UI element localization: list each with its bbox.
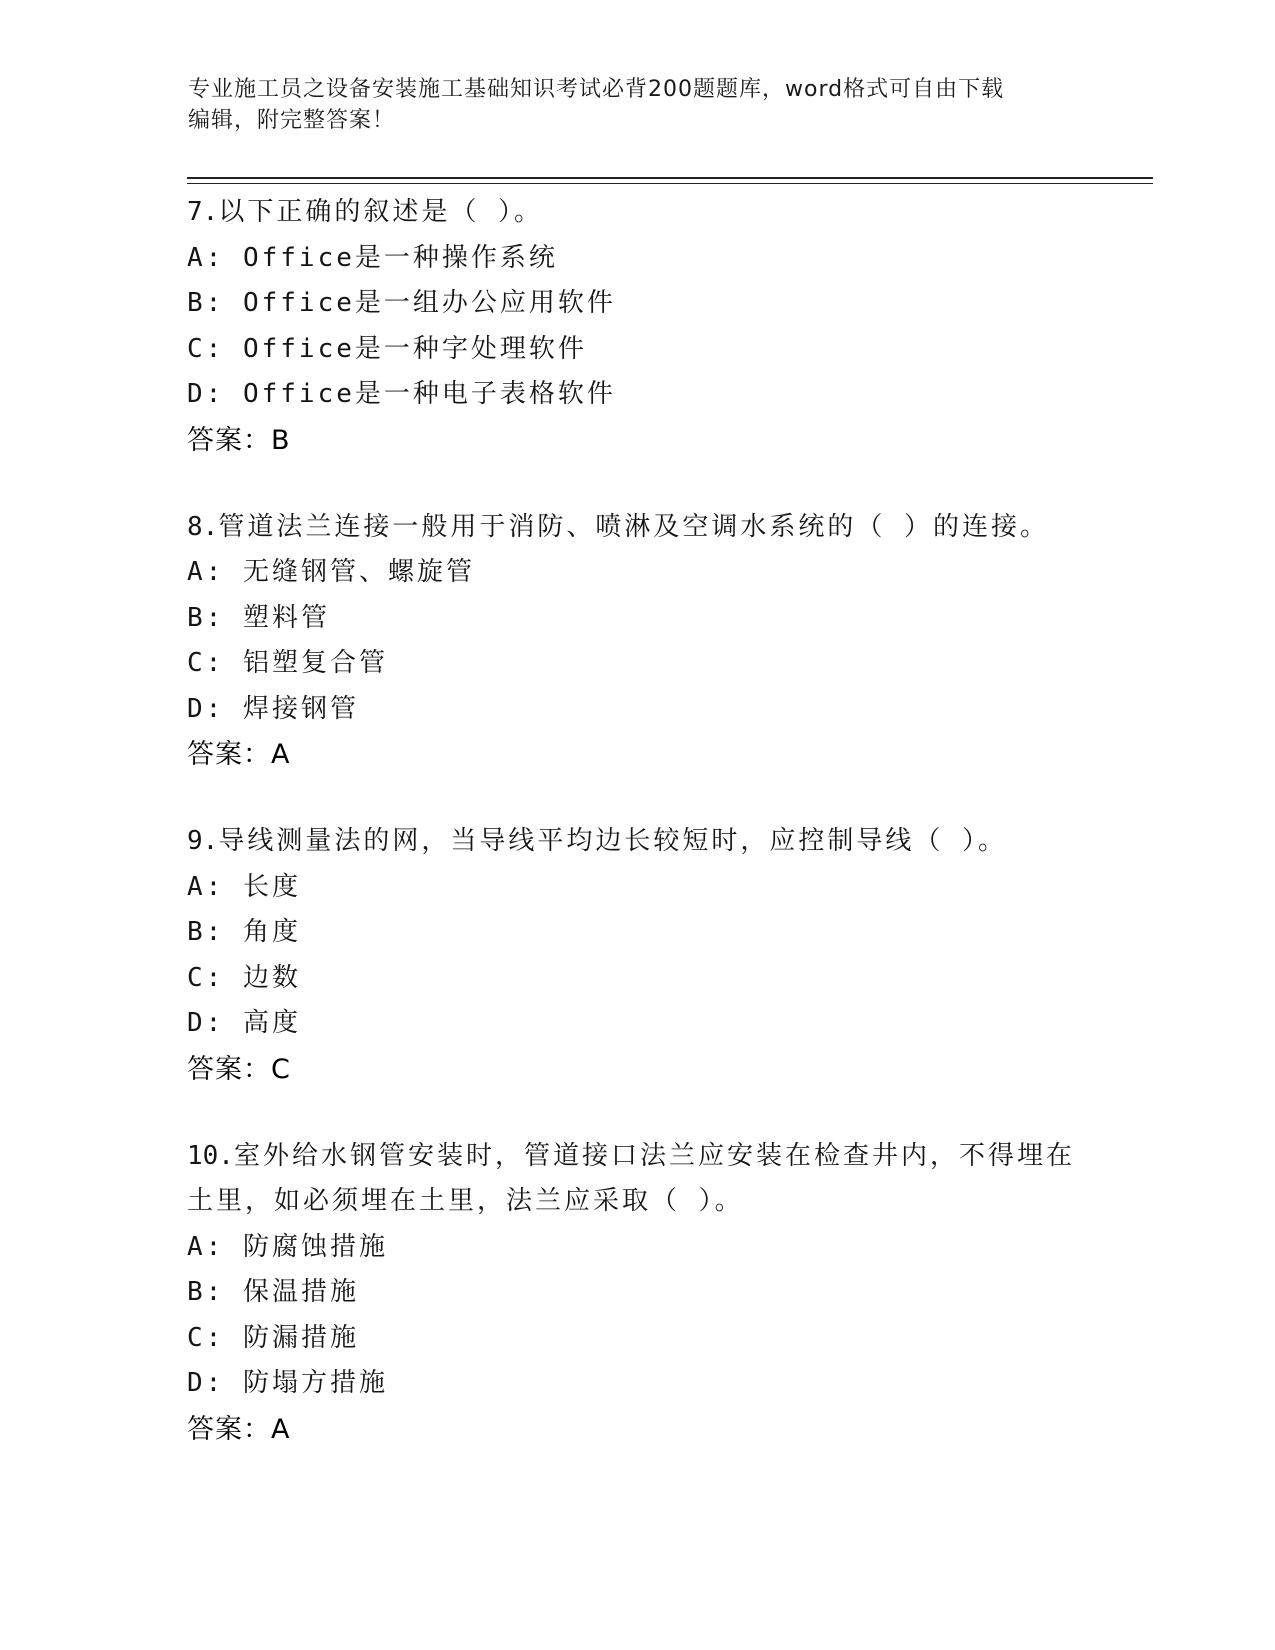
answer-label: 答案：A — [187, 1413, 291, 1445]
option-c: C: Office是一种字处理软件 — [187, 333, 587, 364]
option-b: B: 角度 — [187, 917, 301, 947]
header-line-2: 编辑，附完整答案！ — [188, 108, 396, 133]
question-stem — [187, 505, 1087, 551]
header-line-1: 专业施工员之设备安装施工基础知识考试必背200题题库，word格式可自由下载 — [188, 77, 1005, 102]
option-b: B: 保温措施 — [187, 1277, 359, 1307]
question-10 — [187, 1134, 1087, 1453]
option-a: A: 无缝钢管、螺旋管 — [187, 557, 475, 587]
question-stem — [187, 190, 1087, 236]
question-number: 7. — [187, 197, 219, 227]
option-b: B: Office是一组办公应用软件 — [187, 288, 616, 318]
option-a: A: 防腐蚀措施 — [187, 1231, 388, 1262]
question-text: 导线测量法的网，当导线平均边长较短时，应控制导线（ ）。 — [218, 826, 1007, 856]
option-d: D: 防塌方措施 — [187, 1368, 388, 1398]
option-a: A: 长度 — [187, 871, 301, 902]
question-text-line-1: 室外给水钢管安装时，管道接口法兰应安装在检查井内，不得埋在 — [233, 1140, 1075, 1171]
header-divider-thick — [187, 177, 1153, 179]
option-d: D: 高度 — [187, 1008, 301, 1038]
question-number: 9. — [187, 826, 219, 856]
question-text: 管道法兰连接一般用于消防、喷淋及空调水系统的（ ）的连接。 — [218, 511, 1049, 542]
question-9 — [187, 819, 1087, 1093]
option-d: D: Office是一种电子表格软件 — [187, 379, 616, 409]
question-text-line-2: 土里，如必须埋在土里，法兰应采取（ ）。 — [187, 1186, 744, 1216]
option-b: B: 塑料管 — [187, 602, 330, 633]
question-number: 8. — [187, 511, 219, 542]
answer-label: 答案：B — [187, 424, 291, 456]
option-c: C: 铝塑复合管 — [187, 648, 388, 678]
option-a: A: Office是一种操作系统 — [187, 242, 558, 273]
option-d: D: 焊接钢管 — [187, 693, 359, 724]
answer-label: 答案：A — [187, 739, 291, 770]
question-stem — [187, 819, 1087, 865]
question-list — [187, 190, 1087, 1494]
question-8 — [187, 505, 1087, 779]
document-header — [188, 74, 1088, 136]
question-text: 以下正确的叙述是（ ）。 — [218, 197, 543, 227]
answer-label: 答案：C — [187, 1053, 291, 1085]
header-divider-thin — [187, 183, 1153, 184]
option-c: C: 防漏措施 — [187, 1322, 359, 1353]
option-c: C: 边数 — [187, 962, 301, 993]
question-7 — [187, 190, 1087, 464]
question-stem — [187, 1134, 1087, 1180]
question-number: 10. — [187, 1140, 234, 1171]
